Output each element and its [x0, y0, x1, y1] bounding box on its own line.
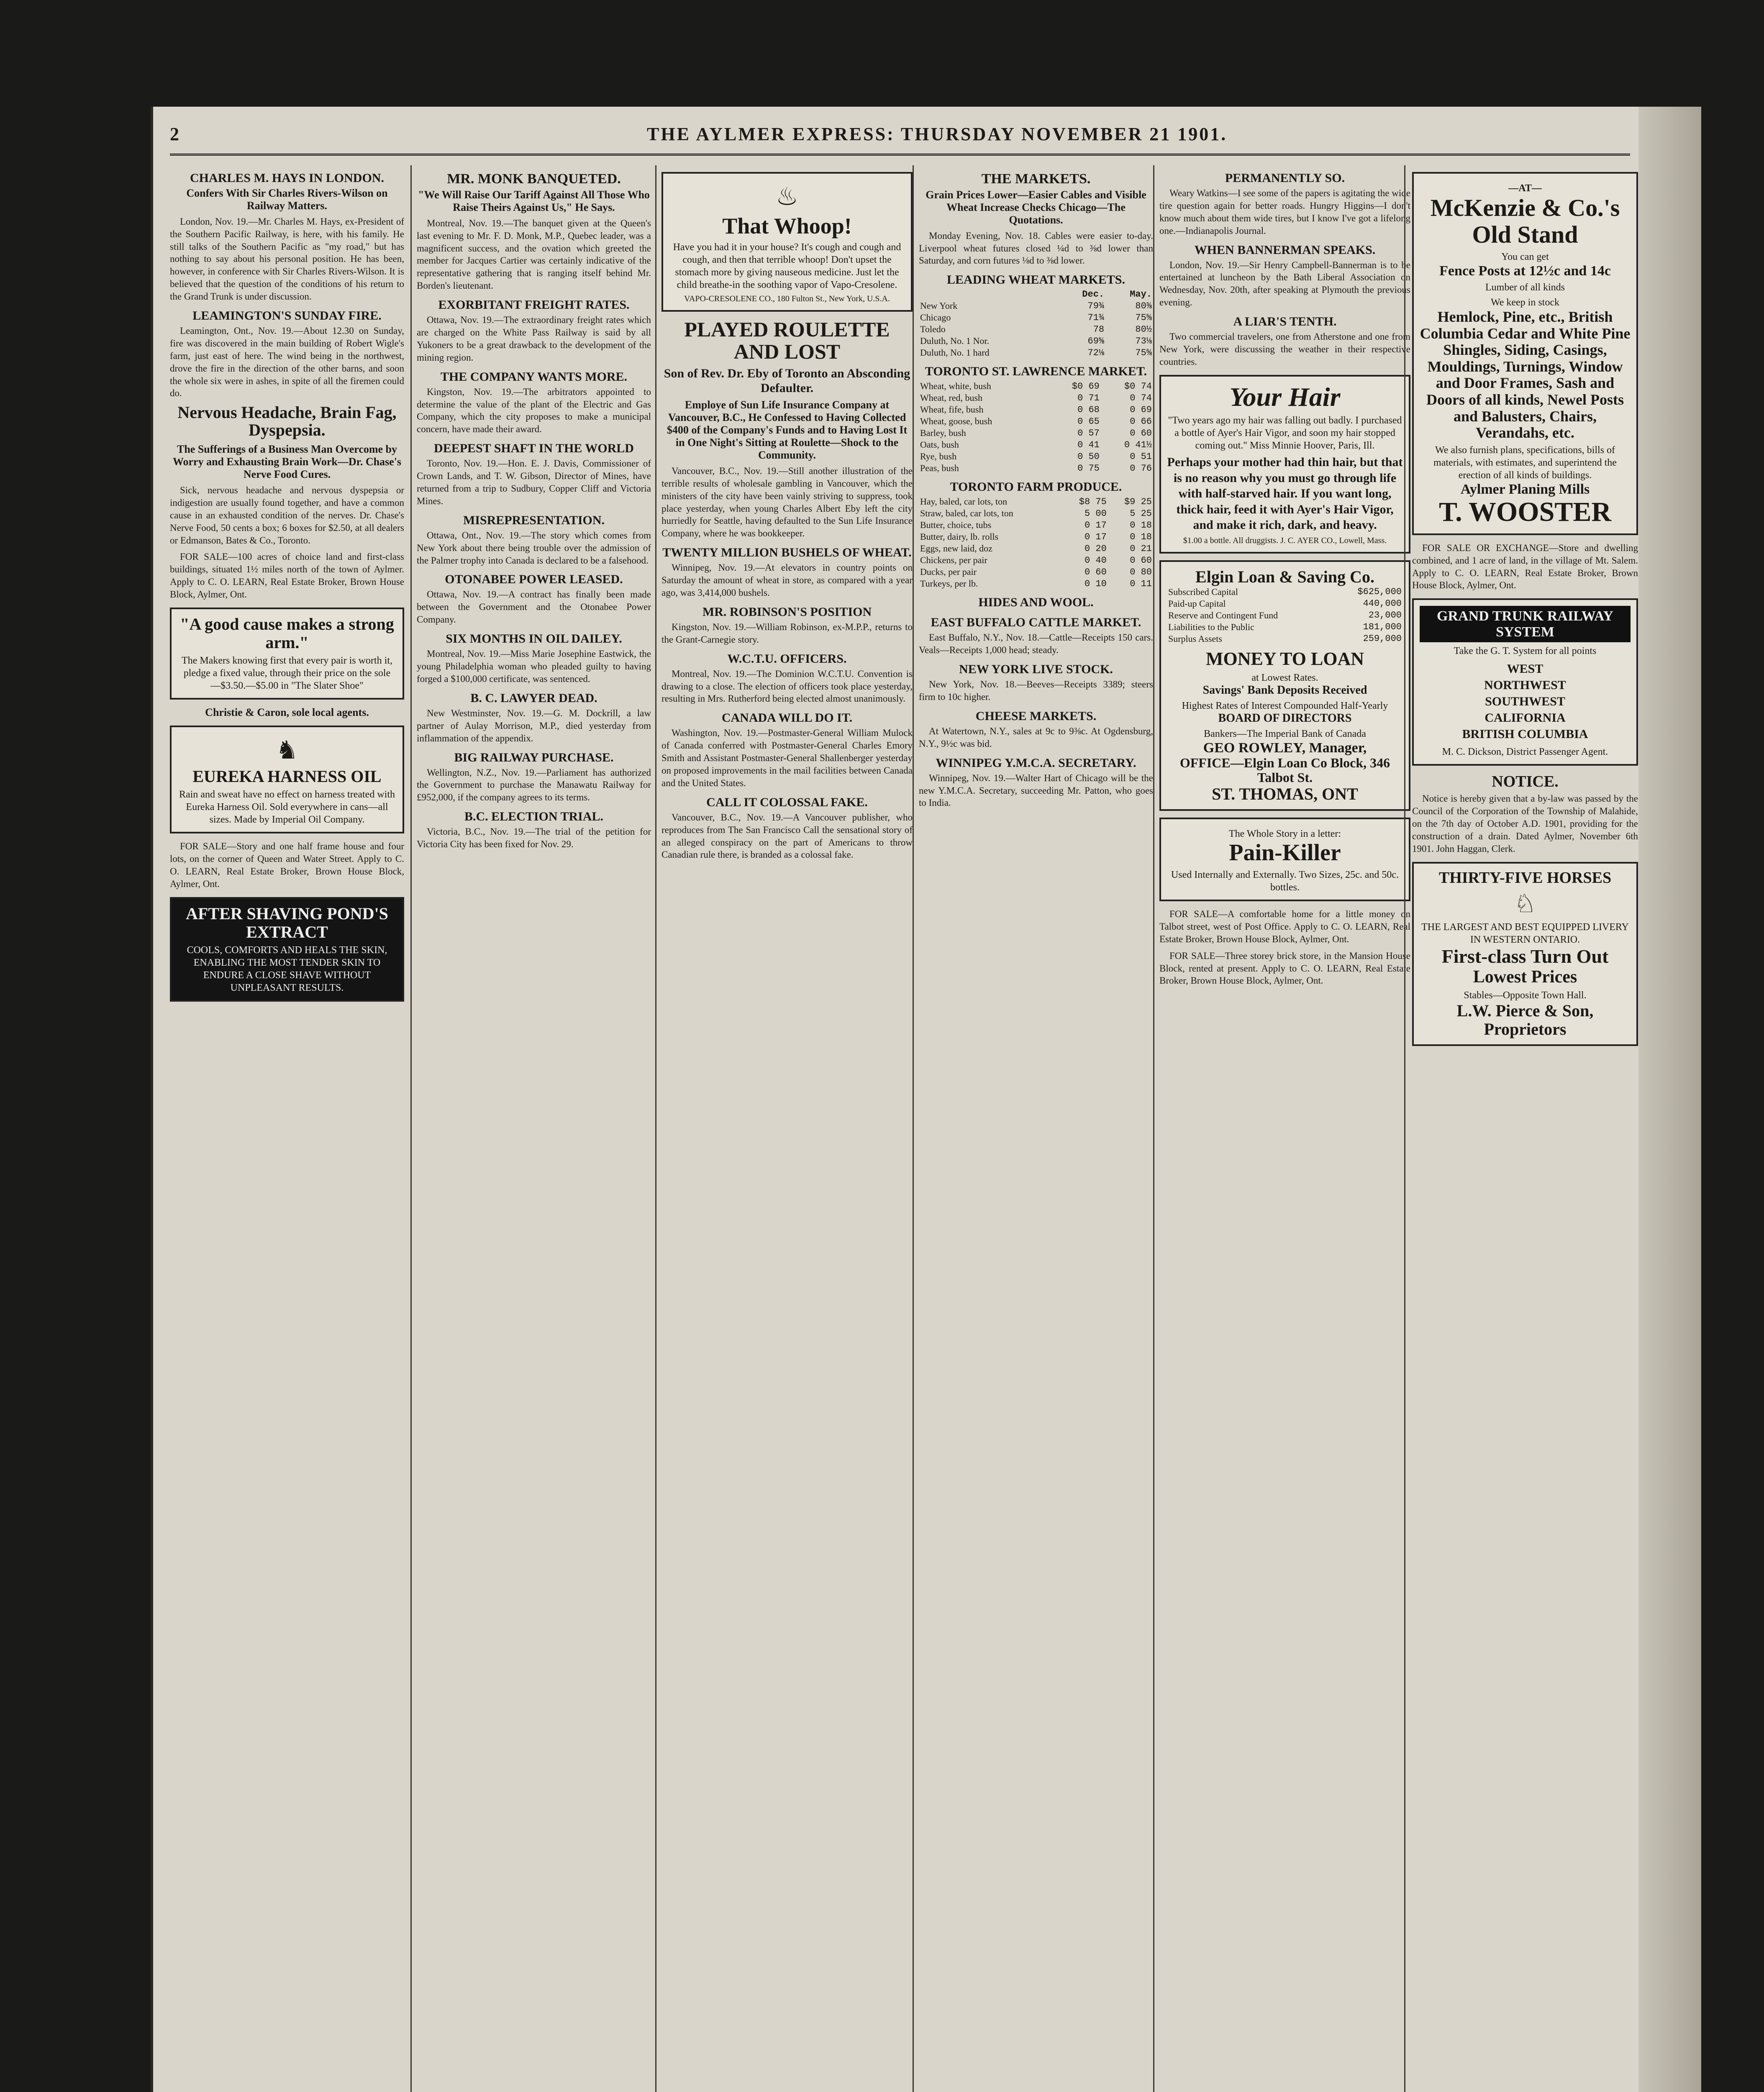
- notice-heading: NOTICE.: [1492, 773, 1559, 791]
- ad-text: You can get: [1501, 251, 1549, 262]
- article-heading: EXORBITANT FREIGHT RATES.: [438, 298, 630, 312]
- row-value: 78: [1093, 324, 1105, 335]
- row-value: 259,000: [1363, 633, 1402, 644]
- row-value: 0 57: [1077, 428, 1100, 438]
- ad-headline: Lowest Prices: [1473, 967, 1577, 987]
- row-value: 75⅝: [1135, 312, 1152, 323]
- ad-text: Highest Rates of Interest Compounded Half-Yearly: [1182, 700, 1388, 711]
- ayers-hair-vigor-ad: [1159, 375, 1410, 554]
- article-heading: CANADA WILL DO IT.: [721, 711, 853, 725]
- article-body: At Watertown, N.Y., sales at 9c to 9⅜c. At Ogdensburg, N.Y., 9½c was bid.: [919, 726, 1153, 749]
- ad-footer: Christie & Caron, sole local agents.: [205, 706, 369, 719]
- eureka-harness-oil-ad: [170, 726, 404, 833]
- article-body: Kingston, Nov. 19.—William Robinson, ex-M.P.P., returns to the Grant-Carnegie story.: [662, 621, 913, 645]
- ad-title: Pain-Killer: [1229, 840, 1341, 866]
- article-heading: NEW YORK LIVE STOCK.: [959, 662, 1113, 677]
- ad-title: Elgin Loan & Saving Co.: [1195, 567, 1374, 586]
- row-label: Eggs, new laid, doz: [920, 543, 992, 554]
- farm-produce-table: [919, 496, 1153, 590]
- ad-text: Perhaps your mother had thin hair, but that is no reason why you must go through life with half-starved hair. If you want long, thick hair, feed it with Ayer's Hair Vigor, and make it rich, dark, and heavy.: [1167, 455, 1403, 532]
- article-subheading: Employe of Sun Life Insurance Company at Vancouver, B.C., He Confessed to Having Collected $400 of the Company's Funds and to Having Lost It in One Night's Sitting at Roulette—Shock to the Community.: [667, 399, 908, 461]
- article-body: Victoria, B.C., Nov. 19.—The trial of the petition for Victoria City has been fixed for Nov. 29.: [417, 826, 651, 850]
- row-value: 0 80: [1130, 567, 1152, 577]
- row-value: 0 65: [1077, 416, 1100, 427]
- article-heading: WINNIPEG Y.M.C.A. SECRETARY.: [936, 756, 1136, 770]
- row-value: 0 51: [1130, 451, 1152, 462]
- table-row: [919, 300, 1153, 312]
- article-body: Two commercial travelers, one from Atherstone and one from New York, were discussing the weather in their respective countries.: [1159, 331, 1410, 367]
- article-heading: BIG RAILWAY PURCHASE.: [454, 750, 614, 764]
- ad-title: THIRTY-FIVE HORSES: [1438, 869, 1612, 887]
- article-heading: CALL IT COLOSSAL FAKE.: [706, 795, 868, 809]
- ad-text: Have you had it in your house? It's cough and cough and cough, and then that terrible whoop! Don't upset the stomach more by giving nauseous medicine. Just let the child breathe-in the soothing vapor of Vapo-Cresolene.: [673, 242, 901, 291]
- destination-item: WEST: [1507, 662, 1544, 676]
- article-body: Toronto, Nov. 19.—Hon. E. J. Davis, Commissioner of Crown Lands, and T. W. Gibson, Director of Mines, have returned from a trip to Sudbury, Copper Cliff and Victoria Mines.: [417, 458, 651, 506]
- row-label: Surplus Assets: [1168, 633, 1222, 644]
- ad-text: THE LARGEST AND BEST EQUIPPED LIVERY IN WESTERN ONTARIO.: [1421, 922, 1629, 946]
- row-value: 0 18: [1130, 531, 1152, 542]
- table-row: [919, 323, 1153, 335]
- row-value: 0 74: [1130, 392, 1152, 403]
- column-4: [913, 165, 1153, 2092]
- row-value: 440,000: [1363, 598, 1402, 609]
- row-label: Reserve and Contingent Fund: [1168, 610, 1278, 620]
- row-label: Wheat, fife, bush: [920, 404, 984, 415]
- ad-text: Fence Posts at 12½c and 14c: [1439, 263, 1611, 279]
- classified-ad: FOR SALE OR EXCHANGE—Store and dwelling combined, and 1 acre of land, in the village of Mt. Salem. Apply to C. O. LEARN, Real Estate Broker, Brown House Block, Aylmer, Ont.: [1412, 542, 1638, 591]
- article-heading: THE MARKETS.: [981, 171, 1091, 187]
- ad-text: Lumber of all kinds: [1485, 282, 1565, 293]
- row-value: $8 75: [1079, 496, 1107, 507]
- ad-text: GEO ROWLEY, Manager,: [1203, 740, 1367, 756]
- column-5: [1153, 165, 1410, 2092]
- ad-text: The Whole Story in a letter:: [1228, 828, 1341, 840]
- carriage-icon: ♘: [1514, 890, 1536, 918]
- article-body: Kingston, Nov. 19.—The arbitrators appointed to determine the value of the plant of the Electric and Gas Company, which the city proposes to make a municipal concern, have made their award.: [417, 386, 651, 435]
- table-row: [919, 380, 1153, 392]
- row-value: 80½: [1135, 324, 1152, 335]
- article-heading: MR. ROBINSON'S POSITION: [702, 605, 872, 619]
- article-heading: W.C.T.U. OFFICERS.: [727, 651, 847, 666]
- ponds-extract-ad: [170, 897, 404, 1002]
- row-value: 23,000: [1368, 610, 1402, 621]
- row-value: 0 71: [1077, 392, 1100, 403]
- article-subheading: Grain Prices Lower—Easier Cables and Visible Wheat Increase Checks Chicago—The Quotations.: [926, 189, 1146, 226]
- table-row: [1167, 633, 1403, 645]
- row-value: 71¾: [1087, 312, 1105, 323]
- table-row: [919, 427, 1153, 439]
- row-value: 5 25: [1130, 508, 1152, 519]
- article-body: London, Nov. 19.—Mr. Charles M. Hays, ex-President of the Southern Pacific Railway, is here, with his family. He still talks of the Southern Pacific as "my road," but has nothing to say about his personal position. He has been, however, in conference with Sir Charles Rivers-Wilson. It is believed that the question of the conditions of his return to the Grand Trunk is under discussion.: [170, 216, 404, 302]
- page-header: [170, 123, 1630, 153]
- ad-text: The Makers knowing first that every pair is worth it, pledge a fixed value, through their price on the sole —$3.50.—$5.00 in "The Slater Shoe": [182, 655, 392, 692]
- article-heading: DEEPEST SHAFT IN THE WORLD: [434, 441, 634, 456]
- ad-text: Aylmer Planing Mills: [1460, 481, 1590, 497]
- row-label: Peas, bush: [920, 463, 959, 474]
- article-subheading: Son of Rev. Dr. Eby of Toronto an Absconding Defaulter.: [664, 367, 910, 395]
- ad-text: Savings' Bank Deposits Received: [1202, 684, 1367, 697]
- article-heading: MISREPRESENTATION.: [463, 513, 605, 527]
- article-body: New York, Nov. 18.—Beeves—Receipts 3389; steers firm to 10c higher.: [919, 679, 1153, 702]
- row-value: 0 11: [1130, 578, 1152, 589]
- ad-text: BOARD OF DIRECTORS: [1218, 711, 1352, 725]
- row-value: $9 25: [1124, 496, 1152, 507]
- row-label: Hay, baled, car lots, ton: [920, 496, 1008, 507]
- row-value: 80⅜: [1135, 300, 1152, 311]
- planing-mill-ad: [1412, 172, 1638, 535]
- article-body: East Buffalo, N.Y., Nov. 18.—Cattle—Receipts 150 cars. Veals—Receipts 1,000 head; steady.: [919, 632, 1153, 656]
- ad-footer: VAPO-CRESOLENE CO., 180 Fulton St., New York, U.S.A.: [684, 294, 890, 304]
- article-heading: PLAYED ROULETTE AND LOST: [684, 318, 890, 363]
- row-label: Chicago: [920, 312, 951, 323]
- row-value: 0 41: [1077, 439, 1100, 450]
- row-label: Duluth, No. 1 hard: [920, 347, 990, 358]
- row-label: Wheat, goose, bush: [920, 416, 992, 427]
- elgin-loan-ad: [1159, 560, 1410, 811]
- row-value: 0 17: [1085, 531, 1107, 542]
- row-value: $0 74: [1124, 381, 1152, 392]
- article-heading: CHARLES M. HAYS IN LONDON.: [190, 171, 384, 185]
- row-label: Rye, bush: [920, 451, 957, 462]
- row-value: 0 20: [1085, 543, 1107, 554]
- table-row: [919, 566, 1153, 578]
- ad-text: OFFICE—Elgin Loan Co Block, 346 Talbot St.: [1179, 755, 1390, 785]
- table-row: [919, 451, 1153, 462]
- row-label: Liabilities to the Public: [1168, 621, 1254, 632]
- page-number: 2: [170, 124, 181, 144]
- table-row: [919, 554, 1153, 566]
- table-row: [919, 462, 1153, 474]
- capital-table: [1167, 586, 1403, 645]
- grand-trunk-ad: [1412, 598, 1638, 766]
- table-row: [1167, 610, 1403, 621]
- article-subheading: "We Will Raise Our Tariff Against All Those Who Raise Theirs Against Us," He Says.: [418, 189, 650, 213]
- table-row: [1167, 621, 1403, 633]
- ad-footer: L.W. Pierce & Son, Proprietors: [1456, 1001, 1594, 1039]
- wheat-markets-table: [919, 289, 1153, 359]
- article-body: Montreal, Nov. 19.—The Dominion W.C.T.U. Convention is drawing to a close. The election of officers took place yesterday, resulting in Mrs. Rutherford being elected almost unanimously.: [662, 668, 913, 704]
- row-value: 0 60: [1130, 428, 1152, 438]
- ad-footer: M. C. Dickson, District Passenger Agent.: [1442, 746, 1608, 758]
- row-value: $625,000: [1357, 587, 1402, 597]
- article-body: Monday Evening, Nov. 18. Cables were easier to-day. Liverpool wheat futures closed ¼d to ⅜d lower than Saturday, and corn futures ⅛d to ⅜d lower.: [919, 230, 1153, 266]
- destination-list: [1420, 661, 1631, 742]
- article-body: Ottawa, Nov. 19.—A contract has finally been made between the Government and the Otonabee Power Company.: [417, 589, 651, 625]
- table-row: [919, 519, 1153, 531]
- row-value: 0 75: [1077, 463, 1100, 474]
- row-label: Toledo: [920, 324, 946, 335]
- ad-title: Your Hair: [1229, 382, 1341, 412]
- ad-text: "Two years ago my hair was falling out badly. I purchased a bottle of Ayer's Hair Vigor, and soon my hair stopped coming out." Miss Minnie Hoover, Paris, Ill.: [1168, 415, 1402, 451]
- article-heading: OTONABEE POWER LEASED.: [445, 572, 623, 587]
- row-value: 0 60: [1130, 555, 1152, 566]
- article-heading: B. C. LAWYER DEAD.: [470, 691, 597, 705]
- ad-text: ST. THOMAS, ONT: [1212, 784, 1358, 804]
- row-label: Wheat, white, bush: [920, 381, 991, 392]
- row-value: 0 60: [1085, 567, 1107, 577]
- ad-text: Take the G. T. System for all points: [1454, 646, 1597, 657]
- classified-ad: FOR SALE—100 acres of choice land and first-class buildings, situated 1½ miles north of the town of Aylmer. Apply to C. O. LEARN, Real Estate Broker, Brown House Block, Aylmer, Ont.: [170, 551, 404, 600]
- row-label: Paid-up Capital: [1168, 598, 1226, 609]
- article-subheading: Confers With Sir Charles Rivers-Wilson on Railway Matters.: [186, 187, 388, 212]
- ad-text: Hemlock, Pine, etc., British Columbia Cedar and White Pine Shingles, Siding, Casings, Mouldings, Turnings, Window and Door Frames, Sash and Doors of all kinds, Newel Posts and Balusters, Chairs, Verandahs, etc.: [1420, 308, 1631, 441]
- column-6: [1404, 165, 1638, 2092]
- article-heading: Nervous Headache, Brain Fag, Dyspepsia.: [177, 403, 397, 440]
- row-label: Subscribed Capital: [1168, 586, 1238, 597]
- row-label: Butter, dairy, lb. rolls: [920, 531, 999, 542]
- article-heading: CHEESE MARKETS.: [975, 709, 1097, 723]
- table-row: [919, 531, 1153, 543]
- ad-text: Used Internally and Externally. Two Sizes, 25c. and 50c. bottles.: [1171, 869, 1399, 893]
- slater-shoe-ad: [170, 608, 404, 700]
- row-value: 181,000: [1363, 622, 1402, 633]
- article-heading: MR. MONK BANQUETED.: [447, 171, 621, 187]
- lamp-icon: ♨: [776, 183, 798, 210]
- article-heading: PERMANENTLY SO.: [1225, 171, 1345, 185]
- ad-text: —AT—: [1508, 183, 1542, 194]
- row-label: Oats, bush: [920, 439, 959, 450]
- article-body: Vancouver, B.C., Nov. 19.—Still another illustration of the terrible results of wholesale gambling in Vancouver, which the ministers of the city have been vainly striving to suppress, took place yesterday, when young Charles Albert Eby left the city hurriedly for Seattle, having defaulted to the Sun Life Insurance Company, where he was bookkeeper.: [662, 465, 913, 539]
- row-label: Straw, baled, car lots, ton: [920, 508, 1013, 519]
- table-row: [919, 496, 1153, 508]
- row-label: Barley, bush: [920, 428, 966, 438]
- row-value: 69⅝: [1087, 336, 1105, 346]
- table-row: [919, 415, 1153, 427]
- row-value: 0 21: [1130, 543, 1152, 554]
- header-rule: [170, 154, 1630, 156]
- livery-ad: [1412, 862, 1638, 1046]
- article-heading: WHEN BANNERMAN SPEAKS.: [1194, 243, 1376, 257]
- classified-ad: FOR SALE—Story and one half frame house and four lots, on the corner of Queen and Water Street. Apply to C. O. LEARN, Real Estate Broker, Brown House Block, Aylmer, Ont.: [170, 841, 404, 889]
- table-row: [919, 543, 1153, 554]
- destination-item: BRITISH COLUMBIA: [1462, 727, 1588, 741]
- table-row: [919, 392, 1153, 404]
- ad-title: EUREKA HARNESS OIL: [192, 767, 382, 786]
- article-subheading: The Sufferings of a Business Man Overcome by Worry and Exhausting Brain Work—Dr. Chase's Nerve Food Cures.: [172, 443, 402, 481]
- article-body: Weary Watkins—I see some of the papers is agitating the wide tire question again for better roads. Hungry Higgins—I don't know much about them wide tires, but I know I've got a lifelong one.—Indianapolis Journal.: [1159, 188, 1410, 236]
- article-body: Winnipeg, Nov. 19.—Walter Hart of Chicago will be the new Y.M.C.A. Secretary, succeeding Mr. Patton, who goes to India.: [919, 772, 1153, 808]
- table-row: [919, 508, 1153, 519]
- article-body: Vancouver, B.C., Nov. 19.—A Vancouver publisher, who reproduces from The San Francisco Call the sensational story of an alleged conspiracy on the part of Americans to throw Canadian rule there, is branded as a colossal fake.: [662, 812, 913, 860]
- ad-text: We also furnish plans, specifications, bills of materials, with estimates, and superintend the erection of all kinds of buildings.: [1433, 444, 1617, 481]
- row-value: 0 18: [1130, 520, 1152, 531]
- table-row: [1167, 586, 1403, 598]
- ad-text: We keep in stock: [1490, 297, 1559, 308]
- row-value: 0 76: [1130, 463, 1152, 474]
- row-label: Butter, choice, tubs: [920, 520, 992, 531]
- ad-text: Bankers—The Imperial Bank of Canada: [1204, 728, 1366, 739]
- article-heading: SIX MONTHS IN OIL DAILEY.: [446, 632, 622, 646]
- article-body: Wellington, N.Z., Nov. 19.—Parliament has authorized the Government to purchase the Manawatu Railway for £952,000, if the company agrees to its terms.: [417, 767, 651, 803]
- article-body: New Westminster, Nov. 19.—G. M. Dockrill, a law partner of Aulay Morrison, M.P., died yesterday from inflammation of the appendix.: [417, 708, 651, 743]
- classified-ad: FOR SALE—A comfortable home for a little money on Talbot street, west of Post Office. Apply to C. O. LEARN, Real Estate Broker, Brown House Block, Aylmer, Ont.: [1159, 909, 1410, 944]
- row-label: Duluth, No. 1 Nor.: [920, 336, 989, 346]
- row-value: 0 17: [1085, 520, 1107, 531]
- table-row: [1167, 598, 1403, 610]
- article-body: Montreal, Nov. 19.—Miss Marie Josephine Eastwick, the young Philadelphia woman who pleaded guilty to having forged a $100,000 certificate, was sentenced.: [417, 649, 651, 684]
- row-value: 0 69: [1130, 404, 1152, 415]
- ad-title: AFTER SHAVING POND'S EXTRACT: [186, 904, 388, 941]
- row-value: 5 00: [1085, 508, 1107, 519]
- ad-title: McKenzie & Co.'s Old Stand: [1430, 194, 1620, 248]
- table-heading: TORONTO ST. LAWRENCE MARKET.: [925, 364, 1147, 379]
- table-row: [919, 335, 1153, 347]
- article-body: Leamington, Ont., Nov. 19.—About 12.30 on Sunday, fire was discovered in the main building of Robert Wigle's farm, just east of here. The wind being in the northwest, drove the fire in the direction of the other barns, and soon the whole six were in ashes, in spite of all the firemen could do.: [170, 326, 404, 399]
- article-heading: TWENTY MILLION BUSHELS OF WHEAT.: [662, 546, 912, 560]
- ad-headline: MONEY TO LOAN: [1205, 648, 1364, 669]
- row-value: 79¾: [1087, 300, 1105, 311]
- article-body: Washington, Nov. 19.—Postmaster-General William Mulock of Canada conferred with Postmaster-General Charles Emory Smith and Assistant Postmaster-General Shallenberger yesterday on proposed improvements in the mail facilities between Canada and the United States.: [662, 728, 913, 788]
- row-value: 0 41½: [1124, 439, 1152, 450]
- article-heading: A LIAR'S TENTH.: [1233, 315, 1337, 329]
- row-label: Chickens, per pair: [920, 555, 987, 566]
- article-heading: THE COMPANY WANTS MORE.: [440, 369, 628, 384]
- row-value: 75⅝: [1135, 347, 1152, 358]
- column-header: [919, 289, 1058, 300]
- destination-item: CALIFORNIA: [1485, 711, 1566, 725]
- column-1: [170, 165, 404, 2092]
- row-label: Turkeys, per lb.: [920, 578, 978, 589]
- table-row: [919, 404, 1153, 415]
- article-body: Ottawa, Nov. 19.—The extraordinary freight rates which are charged on the White Pass Railway is said by all Yukoners to be a great drawback to the development of the mining region.: [417, 315, 651, 363]
- table-heading: HIDES AND WOOL.: [978, 595, 1094, 610]
- ad-text: Stables—Opposite Town Hall.: [1464, 990, 1587, 1001]
- pain-killer-ad: [1159, 818, 1410, 901]
- row-value: 0 50: [1077, 451, 1100, 462]
- masthead: THE AYLMER EXPRESS: THURSDAY NOVEMBER 21 1901.: [647, 124, 1228, 144]
- ad-text: COOLS, COMFORTS AND HEALS THE SKIN, ENABLING THE MOST TENDER SKIN TO ENDURE A CLOSE SHAVE WITHOUT UNPLEASANT RESULTS.: [187, 944, 387, 993]
- row-value: 73⅛: [1135, 336, 1152, 346]
- row-label: New York: [920, 300, 958, 311]
- destination-item: NORTHWEST: [1484, 678, 1566, 692]
- article-body: Montreal, Nov. 19.—The banquet given at the Queen's last evening to Mr. F. D. Monk, M.P., Quebec leader, was a magnificent success, and the ovation which greeted the member for Jacques Cartier was certainly indicative of the representative gathering that is ranging itself behind Mr. Borden's lieutenant.: [417, 218, 651, 291]
- ad-text: Rain and sweat have no effect on harness treated with Eureka Harness Oil. Sold everywhere in cans—all sizes. Made by Imperial Oil Company.: [179, 789, 395, 825]
- page-edge: [1638, 107, 1701, 2092]
- table-heading: TORONTO FARM PRODUCE.: [950, 480, 1122, 494]
- article-body: Ottawa, Ont., Nov. 19.—The story which comes from New York about there being trouble over the admission of the Palmer trophy into Canada is declared to be a falsehood.: [417, 530, 651, 566]
- article-heading: LEAMINGTON'S SUNDAY FIRE.: [192, 309, 382, 323]
- ad-headline: First-class Turn Out: [1441, 946, 1609, 967]
- column-2: [410, 165, 651, 2092]
- horse-icon: ♞: [276, 736, 298, 764]
- table-row: [919, 578, 1153, 590]
- ad-text: at Lowest Rates.: [1251, 672, 1318, 684]
- table-row: [919, 347, 1153, 359]
- ad-title: "A good cause makes a strong arm.": [180, 615, 394, 652]
- table-row: [919, 439, 1153, 451]
- row-value: 0 10: [1085, 578, 1107, 589]
- ad-title: GRAND TRUNK RAILWAY SYSTEM: [1420, 606, 1631, 642]
- row-value: 0 40: [1085, 555, 1107, 566]
- column-header: May.: [1130, 289, 1152, 300]
- table-row: [919, 312, 1153, 323]
- ad-title: That Whoop!: [722, 213, 852, 238]
- row-label: Wheat, red, bush: [920, 392, 983, 403]
- article-body: London, Nov. 19.—Sir Henry Campbell-Bannerman is to be entertained at luncheon by the Bath Liberal Association on Wednesday, Nov. 20th, after speaking at Plymouth the previous evening.: [1159, 259, 1410, 308]
- vapo-cresolene-ad: [662, 172, 913, 312]
- row-value: 72⅛: [1087, 347, 1105, 358]
- row-value: $0 69: [1072, 381, 1100, 392]
- row-value: 0 68: [1077, 404, 1100, 415]
- column-header: Dec.: [1082, 289, 1105, 300]
- ad-footer: $1.00 a bottle. All druggists. J. C. AYER CO., Lowell, Mass.: [1183, 536, 1387, 545]
- ad-title: T. WOOSTER: [1438, 497, 1612, 528]
- column-3: [655, 165, 913, 2092]
- article-heading: EAST BUFFALO CATTLE MARKET.: [931, 615, 1141, 630]
- notice-body: Notice is hereby given that a by-law was passed by the Council of the Corporation of the Township of Malahide, on the 7th day of October A.D. 1901, providing for the construction of a drain. Dated Aylmer, November 6th 1901. John Haggan, Clerk.: [1412, 793, 1638, 854]
- article-heading: B.C. ELECTION TRIAL.: [464, 810, 604, 824]
- row-label: Ducks, per pair: [920, 567, 977, 577]
- newspaper-page: [151, 107, 1701, 2092]
- article-body: Sick, nervous headache and nervous dyspepsia or indigestion are usually found together, and have a common cause in an exhausted condition of the nerves. Dr. Chase's Nerve Food, 50 cents a box; 6 boxes for $2.50, at all dealers or Edmanson, Bates & Co., Toronto.: [170, 485, 404, 546]
- classified-ad: FOR SALE—Three storey brick store, in the Mansion House Block, rented at present. Apply to C. O. LEARN, Real Estate Broker, Brown House Block, Aylmer, Ont.: [1159, 950, 1410, 986]
- grain-prices-table: [919, 380, 1153, 474]
- destination-item: SOUTHWEST: [1485, 695, 1565, 709]
- row-value: 0 66: [1130, 416, 1152, 427]
- article-body: Winnipeg, Nov. 19.—At elevators in country points on Saturday the amount of wheat in store, as compared with a year ago, was 3,414,000 bushels.: [662, 562, 913, 598]
- table-heading: LEADING WHEAT MARKETS.: [947, 273, 1125, 287]
